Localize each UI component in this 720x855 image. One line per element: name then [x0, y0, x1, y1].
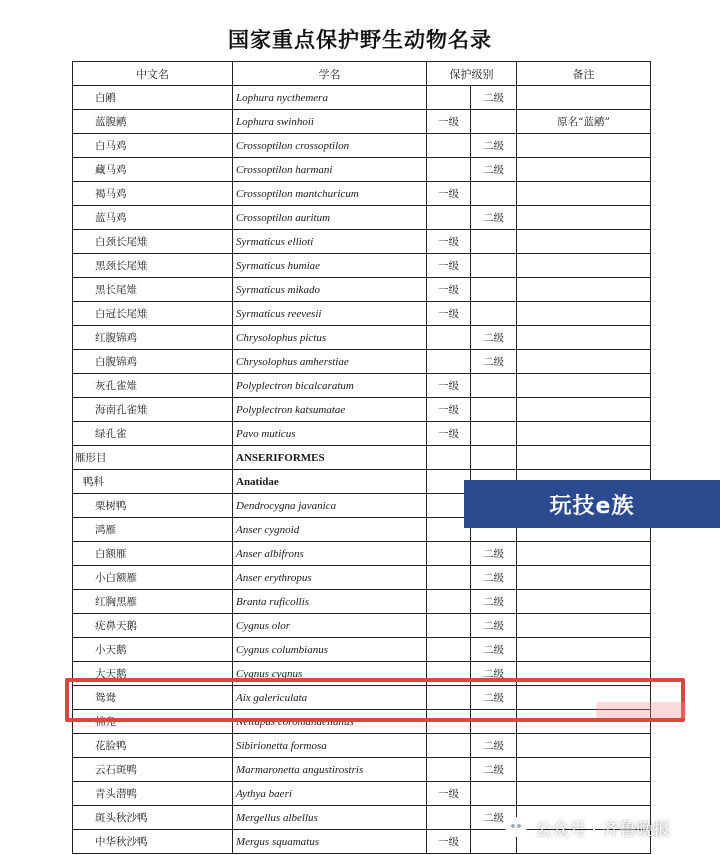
table-row: [73, 350, 651, 374]
watermark-banner: [464, 480, 720, 528]
cell-level-two: 二级: [471, 662, 517, 686]
cell-chinese-name: 栗树鸭: [73, 494, 233, 518]
cell-level-two: [471, 254, 517, 278]
cell-chinese-name: 海南孔雀雉: [73, 398, 233, 422]
cell-level-one: 一级: [427, 254, 471, 278]
cell-chinese-name: 白额雁: [73, 542, 233, 566]
table-row: [73, 758, 651, 782]
cell-level-one: 一级: [427, 302, 471, 326]
cell-scientific-name: Sibirionetta formosa: [233, 734, 427, 758]
table-row: [73, 590, 651, 614]
table-row: [73, 230, 651, 254]
cell-note: [517, 734, 651, 758]
cell-scientific-name: ANSERIFORMES: [233, 446, 427, 470]
header-notes: 备注: [517, 62, 651, 86]
cell-chinese-name: 白马鸡: [73, 134, 233, 158]
cell-level-one: 一级: [427, 230, 471, 254]
cell-chinese-name: 白冠长尾雉: [73, 302, 233, 326]
table-row: [73, 542, 651, 566]
cell-note: [517, 182, 651, 206]
header-protection-level: 保护级别: [427, 62, 517, 86]
table-row: [73, 254, 651, 278]
species-table: [72, 61, 651, 854]
cell-scientific-name: Anatidae: [233, 470, 427, 494]
page-title: 国家重点保护野生动物名录: [228, 27, 492, 52]
cell-note: [517, 638, 651, 662]
cell-level-two: [471, 782, 517, 806]
cell-chinese-name: 鸿雁: [73, 518, 233, 542]
cell-level-one: [427, 758, 471, 782]
cell-chinese-name: 大天鹅: [73, 662, 233, 686]
cell-chinese-name: 小白额雁: [73, 566, 233, 590]
cell-level-two: 二级: [471, 614, 517, 638]
cell-chinese-name: 褐马鸡: [73, 182, 233, 206]
cell-level-two: 二级: [471, 566, 517, 590]
cell-note: [517, 350, 651, 374]
cell-scientific-name: Cygnus cygnus: [233, 662, 427, 686]
cell-level-two: [471, 182, 517, 206]
cell-note: [517, 422, 651, 446]
cell-note: [517, 158, 651, 182]
table-row: [73, 398, 651, 422]
cell-chinese-name: 绿孔雀: [73, 422, 233, 446]
faint-watermark: [596, 702, 686, 718]
table-row: [73, 302, 651, 326]
watermark-banner-text: 玩技e族: [549, 493, 635, 519]
cell-scientific-name: Chrysolophus amherstiae: [233, 350, 427, 374]
cell-level-one: 一级: [427, 422, 471, 446]
cell-level-two: 二级: [471, 86, 517, 110]
header-chinese-name: 中文名: [73, 62, 233, 86]
cell-scientific-name: Anser cygnoid: [233, 518, 427, 542]
table-row: [73, 446, 651, 470]
cell-chinese-name: 藏马鸡: [73, 158, 233, 182]
cell-note: [517, 374, 651, 398]
cell-scientific-name: Chrysolophus pictus: [233, 326, 427, 350]
cell-level-one: [427, 590, 471, 614]
cell-scientific-name: Mergus squamatus: [233, 830, 427, 854]
wechat-bubble-icon: [505, 817, 527, 837]
cell-scientific-name: Crossoptilon crossoptilon: [233, 134, 427, 158]
table-row: [73, 614, 651, 638]
cell-note: [517, 302, 651, 326]
table-row: [73, 734, 651, 758]
cell-chinese-name: 蓝腹鹇: [73, 110, 233, 134]
cell-level-one: [427, 638, 471, 662]
cell-scientific-name: Crossoptilon mantchuricum: [233, 182, 427, 206]
cell-chinese-name: 红腹锦鸡: [73, 326, 233, 350]
cell-scientific-name: Polyplectron bicalcaratum: [233, 374, 427, 398]
cell-level-one: [427, 446, 471, 470]
cell-note: [517, 134, 651, 158]
table-row: [73, 158, 651, 182]
cell-scientific-name: Lophura swinhoii: [233, 110, 427, 134]
cell-level-one: [427, 86, 471, 110]
cell-level-one: [427, 806, 471, 830]
cell-scientific-name: Branta ruficollis: [233, 590, 427, 614]
cell-scientific-name: Mergellus albellus: [233, 806, 427, 830]
cell-chinese-name: 蓝马鸡: [73, 206, 233, 230]
cell-level-two: [471, 374, 517, 398]
cell-chinese-name: 疣鼻天鹅: [73, 614, 233, 638]
cell-note: 原名“蓝鹇”: [517, 110, 651, 134]
cell-scientific-name: Pavo muticus: [233, 422, 427, 446]
cell-level-one: [427, 542, 471, 566]
cell-chinese-name: 白腹锦鸡: [73, 350, 233, 374]
table-row: [73, 638, 651, 662]
cell-level-one: 一级: [427, 782, 471, 806]
cell-chinese-name: 中华秋沙鸭: [73, 830, 233, 854]
highlight-box: [65, 678, 685, 722]
cell-chinese-name: 灰孔雀雉: [73, 374, 233, 398]
cell-level-two: 二级: [471, 326, 517, 350]
table-body: [73, 86, 651, 854]
table-row: [73, 182, 651, 206]
cell-level-two: 二级: [471, 758, 517, 782]
cell-chinese-name: 鸳鸯: [73, 686, 233, 710]
cell-chinese-name: 黑颈长尾雉: [73, 254, 233, 278]
cell-chinese-name: 斑头秋沙鸭: [73, 806, 233, 830]
cell-note: [517, 206, 651, 230]
cell-level-two: 二级: [471, 590, 517, 614]
cell-level-one: 一级: [427, 374, 471, 398]
cell-note: [517, 566, 651, 590]
cell-note: [517, 758, 651, 782]
cell-chinese-name: 黑长尾雉: [73, 278, 233, 302]
cell-note: [517, 278, 651, 302]
header-scientific-name: 学名: [233, 62, 427, 86]
cell-chinese-name: 白颈长尾雉: [73, 230, 233, 254]
cell-level-one: [427, 614, 471, 638]
cell-chinese-name: 雁形目: [73, 446, 233, 470]
cell-scientific-name: Nettapus coromandelianus: [233, 710, 427, 734]
cell-note: [517, 230, 651, 254]
cell-note: [517, 614, 651, 638]
cell-scientific-name: Aix galericulata: [233, 686, 427, 710]
cell-level-two: [471, 230, 517, 254]
cell-level-one: [427, 206, 471, 230]
cell-chinese-name: 云石斑鸭: [73, 758, 233, 782]
cell-level-two: 二级: [471, 542, 517, 566]
cell-note: [517, 590, 651, 614]
table-row: [73, 206, 651, 230]
table-row: [73, 278, 651, 302]
wechat-watermark: [505, 813, 670, 841]
cell-chinese-name: 花脸鸭: [73, 734, 233, 758]
cell-level-two: [471, 422, 517, 446]
cell-chinese-name: 棉凫: [73, 710, 233, 734]
cell-scientific-name: Crossoptilon harmani: [233, 158, 427, 182]
cell-chinese-name: 红胸黑雁: [73, 590, 233, 614]
table-header-row: [73, 62, 651, 86]
table-row: [73, 110, 651, 134]
cell-level-one: 一级: [427, 398, 471, 422]
table-row: [73, 782, 651, 806]
table-row: [73, 374, 651, 398]
cell-chinese-name: 鸭科: [73, 470, 233, 494]
cell-level-two: [471, 446, 517, 470]
table-row: [73, 86, 651, 110]
cell-scientific-name: Syrmaticus ellioti: [233, 230, 427, 254]
cell-note: [517, 86, 651, 110]
cell-note: [517, 542, 651, 566]
cell-scientific-name: Cygnus olor: [233, 614, 427, 638]
cell-level-two: [471, 398, 517, 422]
cell-level-one: [427, 350, 471, 374]
cell-level-two: 二级: [471, 806, 517, 830]
cell-scientific-name: Syrmaticus humiae: [233, 254, 427, 278]
table-row: [73, 422, 651, 446]
cell-level-two: [471, 302, 517, 326]
cell-note: [517, 782, 651, 806]
wechat-source-label: 公众号 · 齐鲁晚报: [535, 819, 671, 840]
cell-scientific-name: Aythya baeri: [233, 782, 427, 806]
cell-scientific-name: Dendrocygna javanica: [233, 494, 427, 518]
cell-scientific-name: Syrmaticus reevesii: [233, 302, 427, 326]
cell-level-one: [427, 134, 471, 158]
cell-scientific-name: Cygnus columbianus: [233, 638, 427, 662]
cell-scientific-name: Syrmaticus mikado: [233, 278, 427, 302]
cell-level-one: 一级: [427, 830, 471, 854]
cell-note: [517, 398, 651, 422]
cell-scientific-name: Crossoptilon auritum: [233, 206, 427, 230]
cell-scientific-name: Polyplectron katsumatae: [233, 398, 427, 422]
cell-level-two: [471, 110, 517, 134]
table-row: [73, 566, 651, 590]
cell-level-two: 二级: [471, 638, 517, 662]
cell-level-one: [427, 566, 471, 590]
cell-level-two: [471, 278, 517, 302]
cell-level-two: 二级: [471, 158, 517, 182]
cell-level-two: 二级: [471, 350, 517, 374]
cell-level-one: [427, 326, 471, 350]
cell-level-two: 二级: [471, 734, 517, 758]
cell-note: [517, 446, 651, 470]
cell-level-one: 一级: [427, 182, 471, 206]
cell-level-two: 二级: [471, 686, 517, 710]
cell-level-one: [427, 158, 471, 182]
cell-level-one: 一级: [427, 278, 471, 302]
cell-scientific-name: Lophura nycthemera: [233, 86, 427, 110]
table-row: [73, 326, 651, 350]
cell-level-two: 二级: [471, 134, 517, 158]
cell-chinese-name: 青头潜鸭: [73, 782, 233, 806]
table-row: [73, 134, 651, 158]
cell-note: [517, 254, 651, 278]
cell-scientific-name: Anser erythropus: [233, 566, 427, 590]
cell-note: [517, 326, 651, 350]
cell-chinese-name: 小天鹅: [73, 638, 233, 662]
cell-level-one: 一级: [427, 110, 471, 134]
cell-chinese-name: 白鹇: [73, 86, 233, 110]
cell-level-one: [427, 734, 471, 758]
cell-scientific-name: Marmaronetta angustirostris: [233, 758, 427, 782]
cell-level-two: 二级: [471, 206, 517, 230]
cell-scientific-name: Anser albifrons: [233, 542, 427, 566]
